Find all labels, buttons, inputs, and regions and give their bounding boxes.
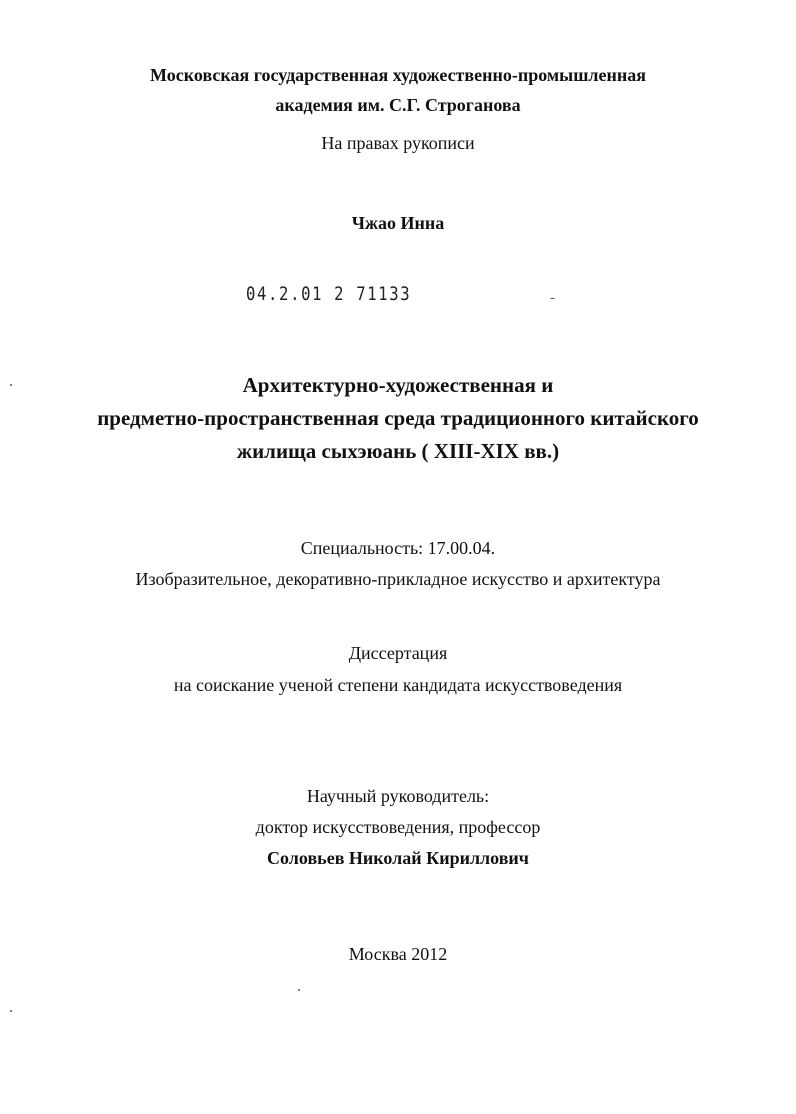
degree-statement: на соискание ученой степени кандидата искусствоведения — [173, 675, 623, 695]
scan-speck — [10, 1010, 12, 1012]
author-name: Чжао Инна — [351, 213, 445, 233]
scan-speck — [550, 298, 555, 299]
institution-line-1: Московская государственная художественно-промышленная — [150, 65, 646, 85]
dissertation-title-line-2: предметно-пространственная среда традиционного китайского — [97, 406, 699, 430]
supervisor-name: Соловьев Николай Кириллович — [267, 848, 529, 868]
city-year: Москва 2012 — [348, 944, 448, 964]
specialty-name: Изобразительное, декоративно-прикладное искусство и архитектура — [135, 569, 661, 589]
scan-speck — [10, 384, 12, 386]
scan-speck — [298, 989, 300, 991]
manuscript-note: На правах рукописи — [321, 133, 475, 153]
specialty-code: Специальность: 17.00.04. — [300, 538, 496, 558]
dissertation-type: Диссертация — [348, 643, 448, 663]
institution-line-2: академия им. С.Г. Строганова — [275, 95, 521, 115]
supervisor-credentials: доктор искусствоведения, профессор — [255, 817, 541, 837]
dissertation-title-line-3: жилища сыхэюань ( XIII-XIX вв.) — [236, 439, 560, 463]
dissertation-title-line-1: Архитектурно-художественная и — [242, 373, 554, 397]
supervisor-label: Научный руководитель: — [306, 786, 490, 806]
registration-stamp: 04.2.01 2 71133 — [246, 283, 412, 305]
